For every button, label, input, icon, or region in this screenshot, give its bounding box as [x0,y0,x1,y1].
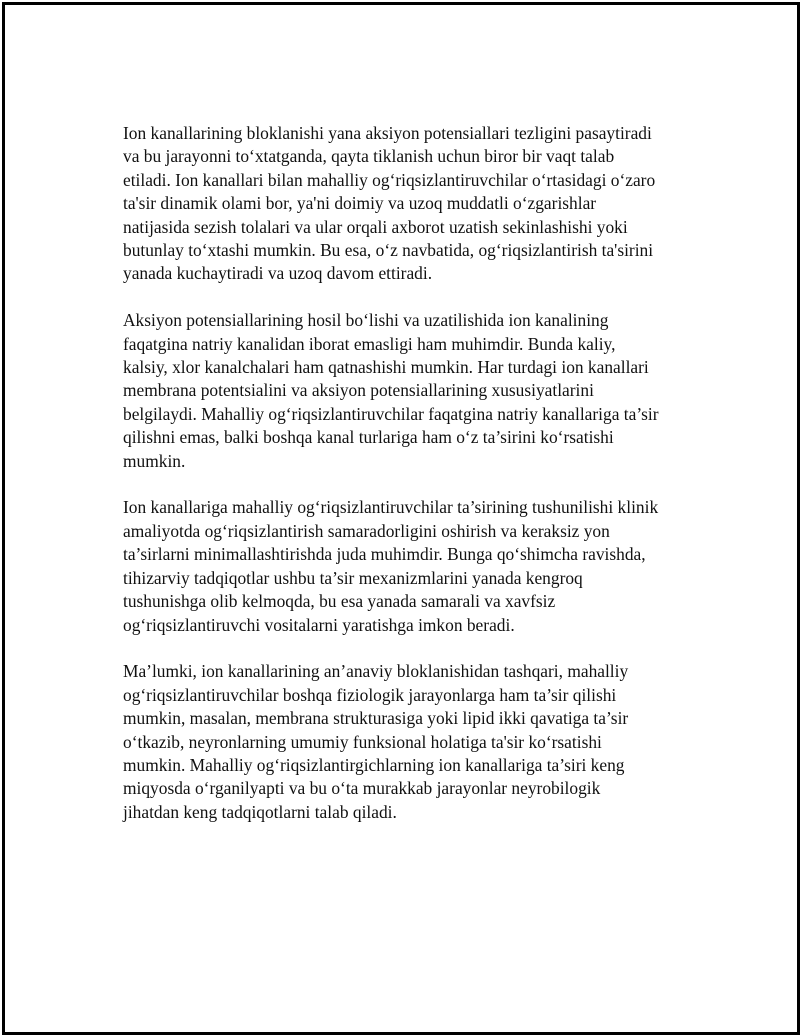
paragraph-1: Ion kanallarining bloklanishi yana aksiyon potensiallari tezligini pasaytiradi va bu jarayonni to‘xtatganda, qayta tiklanish uchun biror bir vaqt talab etiladi. Ion kanallari bilan mahalliy og‘riqsizlantiruvchilar o‘rtasidagi o‘zaro ta'sir dinamik olami bor, ya'ni doimiy va uzoq muddatli o‘zgarishlar natijasida sezish tolalari va ular orqali axborot uzatish sekinlashishi yoki butunlay to‘xtashi mumkin. Bu esa, o‘z navbatida, og‘riqsizlantirish ta'sirini yanada kuchaytiradi va uzoq davom ettiradi. [123,123,656,284]
document-body [123,122,693,848]
paragraph-2: Aksiyon potensiallarining hosil bo‘lishi va uzatilishida ion kanalining faqatgina natriy kanalidan iborat emasligi ham muhimdir. Bunda kaliy, kalsiy, xlor kanalchalari ham qatnashishi mumkin. Har turdagi ion kanallari membrana potentsialini va aksiyon potensiallarining xususiyatlarini belgilaydi. Mahalliy og‘riqsizlantiruvchilar faqatgina natriy kanallariga ta’sir qilishni emas, balki boshqa kanal turlariga ham o‘z ta’sirini ko‘rsatishi mumkin. [123,310,659,471]
paragraph-3: Ion kanallariga mahalliy og‘riqsizlantiruvchilar ta’sirining tushunilishi klinik amaliyotda og‘riqsizlantirish samaradorligini oshirish va keraksiz yon ta’sirlarni minimallashtirishda juda muhimdir. Bunga qo‘shimcha ravishda, tihizarviy tadqiqotlar ushbu ta’sir mexanizmlarini yanada kengroq tushunishga olib kelmoqda, bu esa yanada samarali va xavfsiz og‘riqsizlantiruvchi vositalarni yaratishga imkon beradi. [123,497,659,635]
paragraph-4: Ma’lumki, ion kanallarining an’anaviy bloklanishidan tashqari, mahalliy og‘riqsizlantiruvchilar boshqa fiziologik jarayonlarga ham ta’sir qilishi mumkin, masalan, membrana strukturasiga yoki lipid ikki qavatiga ta’sir o‘tkazib, neyronlarning umumiy funksional holatiga ta'sir ko‘rsatishi mumkin. Mahalliy og‘riqsizlantirgichlarning ion kanallariga ta’siri keng miqyosda o‘rganilyapti va bu o‘ta murakkab jarayonlar neyrobilogik jihatdan keng tadqiqotlarni talab qiladi. [123,661,629,822]
page-border [2,2,800,1035]
